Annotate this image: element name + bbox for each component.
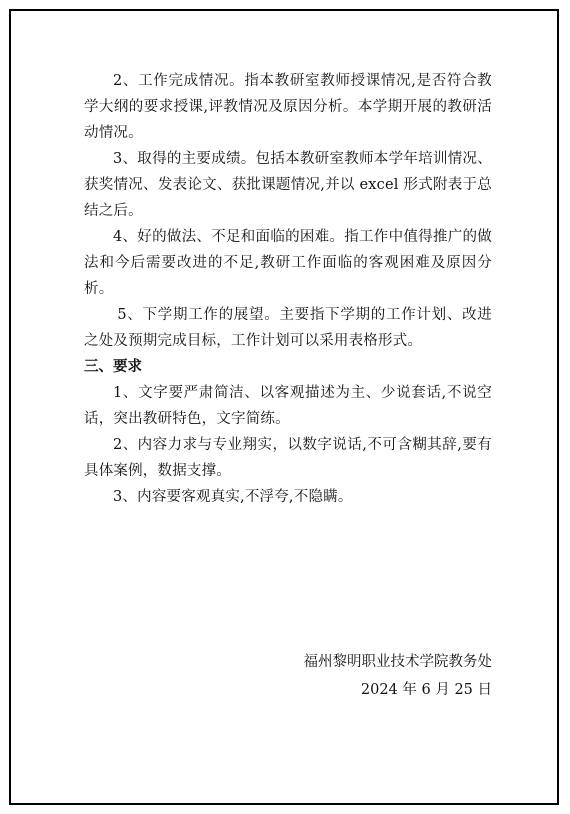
document-body — [84, 68, 492, 510]
item-main-achievements: 3、取得的主要成绩。包括本教研室教师本学年培训情况、获奖情况、发表论文、获批课题情况,并以 excel 形式附表于总结之后。 — [84, 151, 492, 219]
issue-date: 2024 年 6 月 25 日 — [360, 682, 492, 698]
item-work-completion: 2、工作完成情况。指本教研室教师授课情况,是否符合教学大纲的要求授课,评教情况及原因分析。本学期开展的教研活动情况。 — [84, 73, 492, 141]
item-next-semester: 5、下学期工作的展望。主要指下学期的工作计划、改进之处及预期完成目标，工作计划可以采用表格形式。 — [84, 307, 492, 349]
item-good-practices: 4、好的做法、不足和面临的困难。指工作中值得推广的做法和今后需要改进的不足,教研工作面临的客观困难及原因分析。 — [84, 229, 492, 297]
section-heading-requirements: 三、要求 — [84, 359, 142, 375]
issuing-office: 福州黎明职业技术学院教务处 — [303, 654, 492, 670]
req-concise: 1、文字要严肃简洁、以客观描述为主、少说套话,不说空话，突出教研特色，文字简练。 — [84, 385, 492, 427]
signature-block — [304, 648, 493, 704]
req-substantial: 2、内容力求与专业翔实，以数字说话,不可含糊其辞,要有具体案例，数据支撑。 — [84, 437, 492, 479]
req-truthful: 3、内容要客观真实,不浮夸,不隐瞒。 — [113, 489, 353, 505]
